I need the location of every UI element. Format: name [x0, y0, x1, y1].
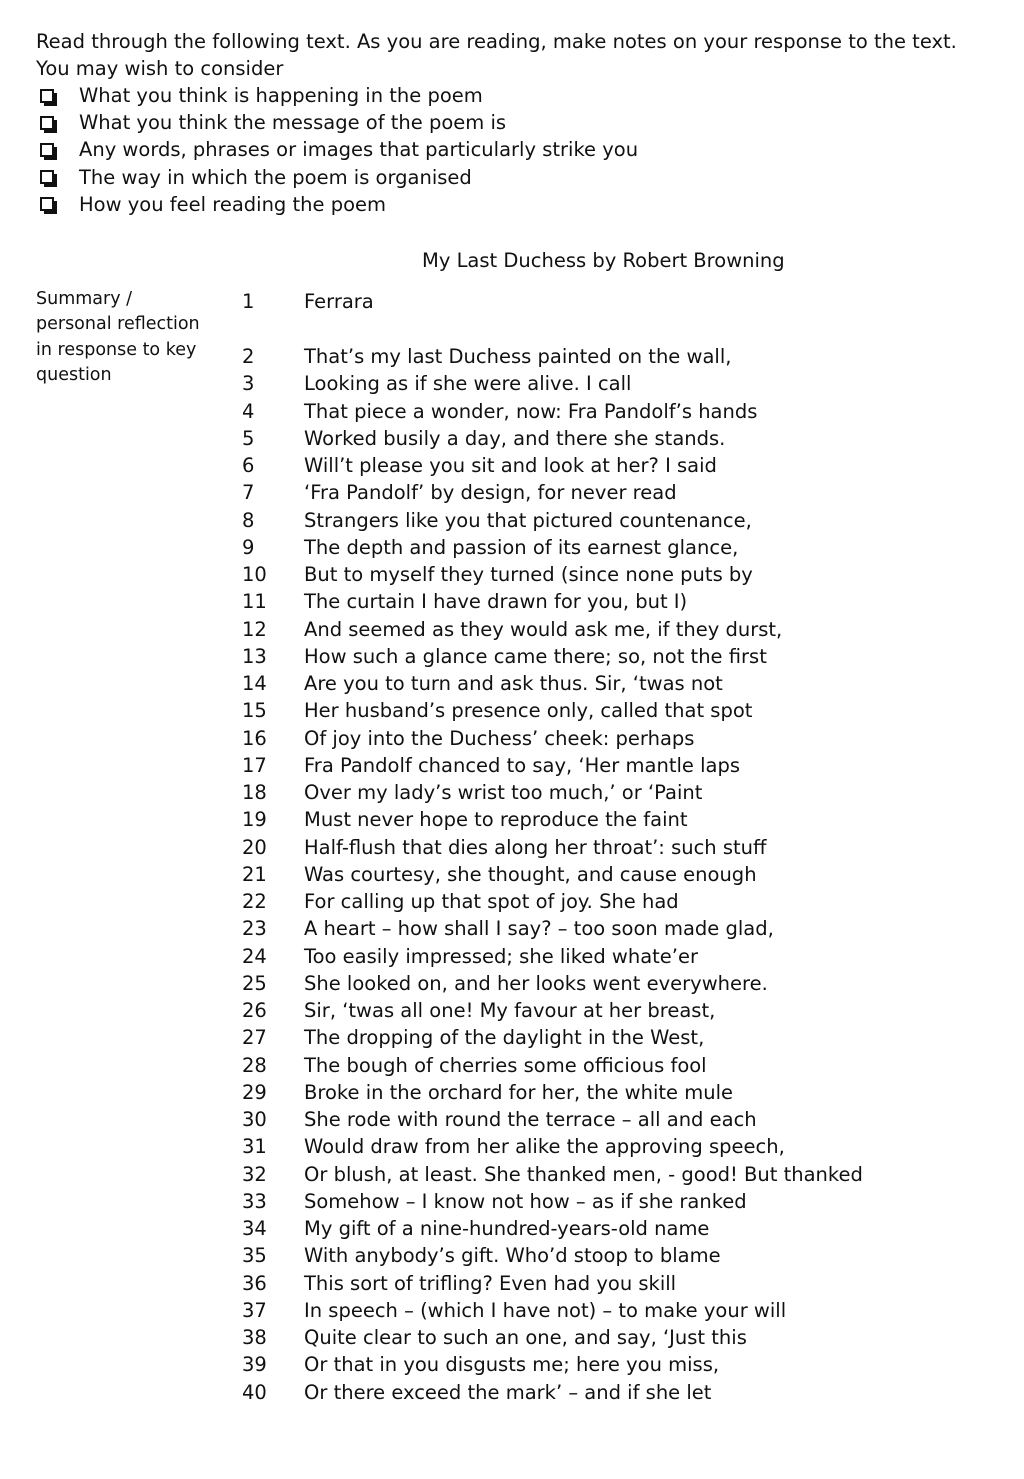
line-text: She rode with round the terrace – all and each: [304, 1108, 757, 1131]
poem-line: [0, 1106, 1024, 1133]
poem-line: [0, 398, 1024, 425]
line-text: Strangers like you that pictured countenance,: [304, 508, 752, 532]
poem-line: [0, 670, 1024, 697]
line-number: 9: [242, 535, 255, 559]
line-number: 2: [242, 345, 255, 368]
line-text: ‘Fra Pandolf’ by design, for never read: [304, 481, 677, 505]
line-number: 7: [242, 481, 255, 505]
instructions: [36, 28, 996, 218]
poem-line: [0, 479, 1024, 506]
poem-line: [0, 1079, 1024, 1106]
instructions-line-1: Read through the following text. As you are reading, make notes on your response to the text.: [36, 30, 957, 53]
line-number: 29: [242, 1080, 267, 1104]
line-text: The bough of cherries some officious fool: [304, 1053, 707, 1077]
line-number: 4: [242, 399, 255, 423]
line-text: Fra Pandolf chanced to say, ‘Her mantle laps: [304, 753, 740, 777]
line-text: Would draw from her alike the approving speech,: [304, 1135, 785, 1159]
poem-line: [0, 943, 1024, 970]
checklist-item-label: The way in which the poem is organised: [79, 165, 472, 189]
poem-line: [0, 1215, 1024, 1242]
line-text: My gift of a nine-hundred-years-old name: [304, 1217, 710, 1240]
line-text: A heart – how shall I say? – too soon made glad,: [304, 917, 774, 941]
side-note-line: personal reflection: [36, 314, 200, 335]
line-number: 26: [242, 999, 267, 1022]
checklist-item: [36, 82, 996, 109]
poem-line: [0, 834, 1024, 861]
line-number: 11: [242, 590, 267, 614]
line-text: That piece a wonder, now: Fra Pandolf’s hands: [304, 399, 758, 423]
line-text: Was courtesy, she thought, and cause enough: [304, 862, 757, 886]
line-text: Quite clear to such an one, and say, ‘Just this: [304, 1326, 747, 1349]
instructions-line-2: You may wish to consider: [36, 57, 284, 80]
poem-line: [0, 1188, 1024, 1215]
checklist-item-label: What you think is happening in the poem: [79, 84, 483, 108]
poem-line: [0, 452, 1024, 479]
line-number: 15: [242, 699, 267, 723]
checkbox-icon[interactable]: [40, 143, 54, 157]
line-number: 30: [242, 1108, 267, 1131]
line-text: This sort of trifling? Even had you skill: [304, 1271, 677, 1295]
line-text: Worked busily a day, and there she stands.: [304, 426, 726, 450]
checklist-item-label: How you feel reading the poem: [79, 192, 387, 216]
poem-line: [0, 1161, 1024, 1188]
line-text: Sir, ‘twas all one! My favour at her breast,: [304, 999, 716, 1022]
poem-line: [0, 616, 1024, 643]
line-text: Over my lady’s wrist too much,’ or ‘Paint: [304, 781, 703, 804]
poem-line: [0, 1024, 1024, 1051]
poem-line: [0, 697, 1024, 724]
line-number: 13: [242, 644, 267, 668]
line-text: Broke in the orchard for her, the white mule: [304, 1080, 733, 1104]
line-number: 33: [242, 1189, 267, 1213]
line-text: Or blush, at least. She thanked men, - good! But thanked: [304, 1162, 863, 1186]
line-text: She looked on, and her looks went everywhere.: [304, 971, 768, 995]
checkbox-icon[interactable]: [40, 116, 54, 130]
checklist-item: [36, 136, 996, 163]
line-number: 10: [242, 563, 267, 586]
line-text: Are you to turn and ask thus. Sir, ‘twas not: [304, 672, 723, 695]
line-number: 32: [242, 1162, 267, 1186]
line-number: 1: [242, 290, 255, 313]
line-text: How such a glance came there; so, not the first: [304, 644, 767, 668]
checklist-item-label: Any words, phrases or images that particularly strike you: [79, 138, 639, 162]
line-number: 34: [242, 1217, 267, 1240]
line-text: The depth and passion of its earnest glance,: [304, 535, 739, 559]
line-number: 24: [242, 944, 267, 968]
poem-title: My Last Duchess by Robert Browning: [422, 249, 785, 272]
poem-line: [0, 970, 1024, 997]
line-text: Somehow – I know not how – as if she ranked: [304, 1189, 747, 1213]
line-number: 28: [242, 1053, 267, 1077]
line-number: 19: [242, 808, 267, 832]
line-number: 38: [242, 1326, 267, 1349]
side-note-line: in response to key: [36, 339, 197, 360]
poem-line: [0, 861, 1024, 888]
line-text: Too easily impressed; she liked whate’er: [304, 944, 699, 968]
line-text: Must never hope to reproduce the faint: [304, 808, 688, 832]
poem-line: [0, 997, 1024, 1024]
poem-line: [0, 725, 1024, 752]
line-text: The curtain I have drawn for you, but I): [304, 590, 688, 614]
poem-line: [0, 561, 1024, 588]
line-number: 40: [242, 1380, 267, 1404]
line-number: 6: [242, 454, 255, 477]
line-text: The dropping of the daylight in the West,: [304, 1026, 705, 1050]
checkbox-icon[interactable]: [40, 89, 54, 103]
poem-line: [0, 425, 1024, 452]
consider-checklist: [36, 82, 996, 218]
line-number: 27: [242, 1026, 267, 1050]
side-note-line: question: [36, 364, 112, 385]
line-text: That’s my last Duchess painted on the wall,: [304, 345, 732, 368]
line-number: 14: [242, 672, 267, 695]
line-text: With anybody’s gift. Who’d stoop to blame: [304, 1244, 721, 1268]
checklist-item: [36, 164, 996, 191]
line-number: 5: [242, 426, 255, 450]
line-number: 35: [242, 1244, 267, 1268]
summary-column-heading: [36, 287, 226, 388]
checklist-item: [36, 109, 996, 136]
poem-line: [0, 1270, 1024, 1297]
line-number: 37: [242, 1298, 267, 1322]
poem-line: [0, 1297, 1024, 1324]
checklist-item: [36, 191, 996, 218]
line-text: Her husband’s presence only, called that spot: [304, 699, 753, 723]
poem-line: [0, 915, 1024, 942]
poem-line: [0, 1351, 1024, 1378]
line-number: 8: [242, 508, 255, 532]
line-text: Or that in you disgusts me; here you miss,: [304, 1353, 720, 1377]
poem-line: [0, 888, 1024, 915]
checkbox-icon[interactable]: [40, 170, 54, 184]
line-number: 22: [242, 890, 267, 913]
line-number: 21: [242, 862, 267, 886]
poem-line: [0, 806, 1024, 833]
line-number: 18: [242, 781, 267, 804]
poem-line: [0, 1379, 1024, 1406]
line-number: 3: [242, 372, 255, 396]
poem-line: [0, 752, 1024, 779]
line-text: Looking as if she were alive. I call: [304, 372, 632, 396]
poem-line: [0, 588, 1024, 615]
checkbox-icon[interactable]: [40, 197, 54, 211]
poem-line: [0, 643, 1024, 670]
line-text: Or there exceed the mark’ – and if she let: [304, 1380, 712, 1404]
line-number: 39: [242, 1353, 267, 1377]
line-number: 16: [242, 726, 267, 750]
poem-line: [0, 1133, 1024, 1160]
line-text: Of joy into the Duchess’ cheek: perhaps: [304, 726, 695, 750]
poem-line: [0, 1052, 1024, 1079]
line-text: Half-flush that dies along her throat’: such stuff: [304, 835, 767, 859]
line-number: 25: [242, 971, 267, 995]
line-text: But to myself they turned (since none puts by: [304, 563, 753, 586]
checklist-item-label: What you think the message of the poem is: [79, 111, 507, 135]
line-number: 31: [242, 1135, 267, 1159]
line-text: And seemed as they would ask me, if they durst,: [304, 617, 783, 641]
poem-line: [0, 507, 1024, 534]
line-number: 17: [242, 753, 267, 777]
line-number: 20: [242, 835, 267, 859]
line-text: In speech – (which I have not) – to make your will: [304, 1298, 787, 1322]
poem-line: [0, 534, 1024, 561]
poem-line: [0, 779, 1024, 806]
line-number: 36: [242, 1271, 267, 1295]
line-text: Ferrara: [304, 290, 374, 313]
poem-line: [0, 1324, 1024, 1351]
line-text: For calling up that spot of joy. She had: [304, 890, 679, 913]
poem-line: [0, 1242, 1024, 1269]
line-text: Will’t please you sit and look at her? I said: [304, 454, 717, 477]
line-number: 23: [242, 917, 267, 941]
line-number: 12: [242, 617, 267, 641]
side-note-line: Summary /: [36, 289, 133, 309]
